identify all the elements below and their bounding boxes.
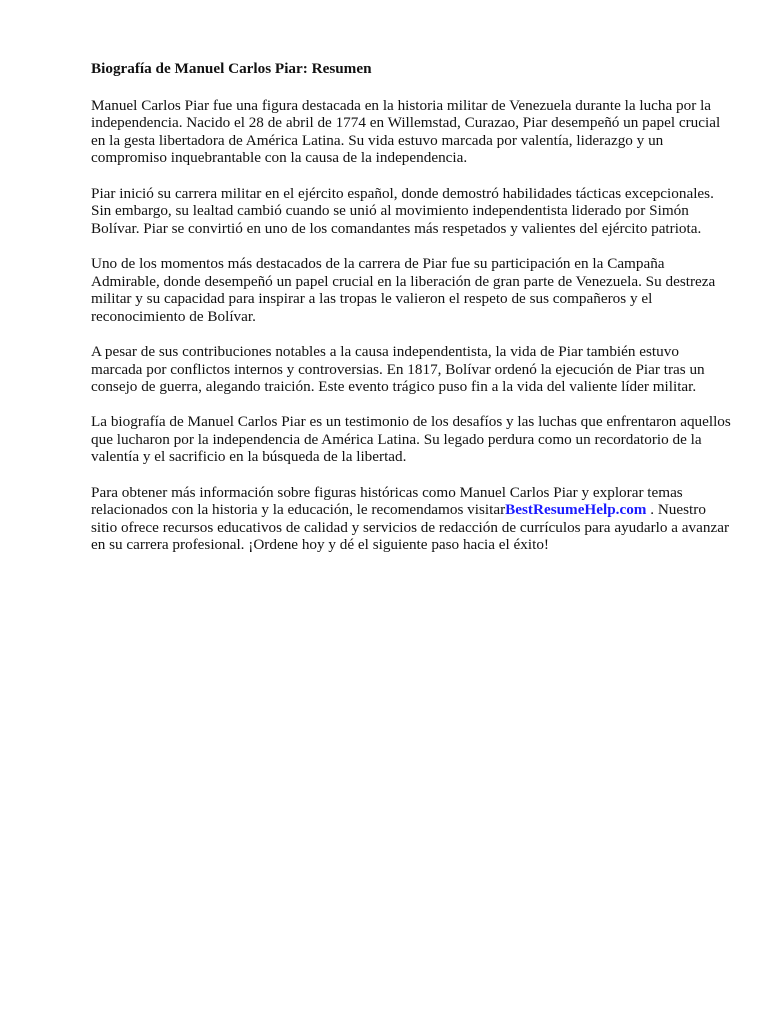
document-title: Biografía de Manuel Carlos Piar: Resumen [91,60,372,77]
promo-text-before-link: Para obtener más información sobre figuras históricas como Manuel Carlos Piar y explorar temas relacionados con la historia y la educación, le recomendamos visitar [91,483,683,519]
paragraph-intro: Manuel Carlos Piar fue una figura destacada en la historia militar de Venezuela durante la lucha por la independencia. Nacido el 28 de abril de 1774 en Willemstad, Curazao, Piar desempeñó un papel crucial en la gesta libertadora de América Latina. Su vida estuvo marcada por valentía, liderazgo y un compromiso inquebrantable con la causa de la independencia. [91,96,721,167]
paragraph-campana-admirable: Uno de los momentos más destacados de la carrera de Piar fue su participación en la Campaña Admirable, donde desempeñó un papel crucial en la liberación de gran parte de Venezuela. Su destreza militar y su capacidad para inspirar a las tropas le valieron el respeto de sus compañeros y el reconocimiento de Bolívar. [91,254,716,325]
promo-text-after-link: . Nuestro sitio ofrece recursos educativos de calidad y servicios de redacción de currículos para ayudarlo a avanzar en su carrera profesional. ¡Ordene hoy y dé el siguiente paso hacia el éxito! [91,501,730,554]
paragraph-legacy: La biografía de Manuel Carlos Piar es un testimonio de los desafíos y las luchas que enfrentaron aquellos que lucharon por la independencia de América Latina. Su legado perdura como un recordatorio de la valentía y el sacrificio en la búsqueda de la libertad. [91,413,731,466]
bestresumehelp-link[interactable]: BestResumeHelp.com [505,501,647,519]
document-page [91,60,731,572]
paragraph-conflicts: A pesar de sus contribuciones notables a la causa independentista, la vida de Piar también estuvo marcada por conflictos internos y controversias. En 1817, Bolívar ordenó la ejecución de Piar tras un consejo de guerra, alegando traición. Este evento trágico puso fin a la vida del valiente líder militar. [91,342,705,396]
paragraph-military-career: Piar inició su carrera militar en el ejército español, donde demostró habilidades tácticas excepcionales. Sin embargo, su lealtad cambió cuando se unió al movimiento independentista liderado por Simón Bolívar. Piar se convirtió en uno de los comandantes más respetados y valientes del ejército patriota. [91,184,714,237]
paragraph-promo [91,484,731,554]
